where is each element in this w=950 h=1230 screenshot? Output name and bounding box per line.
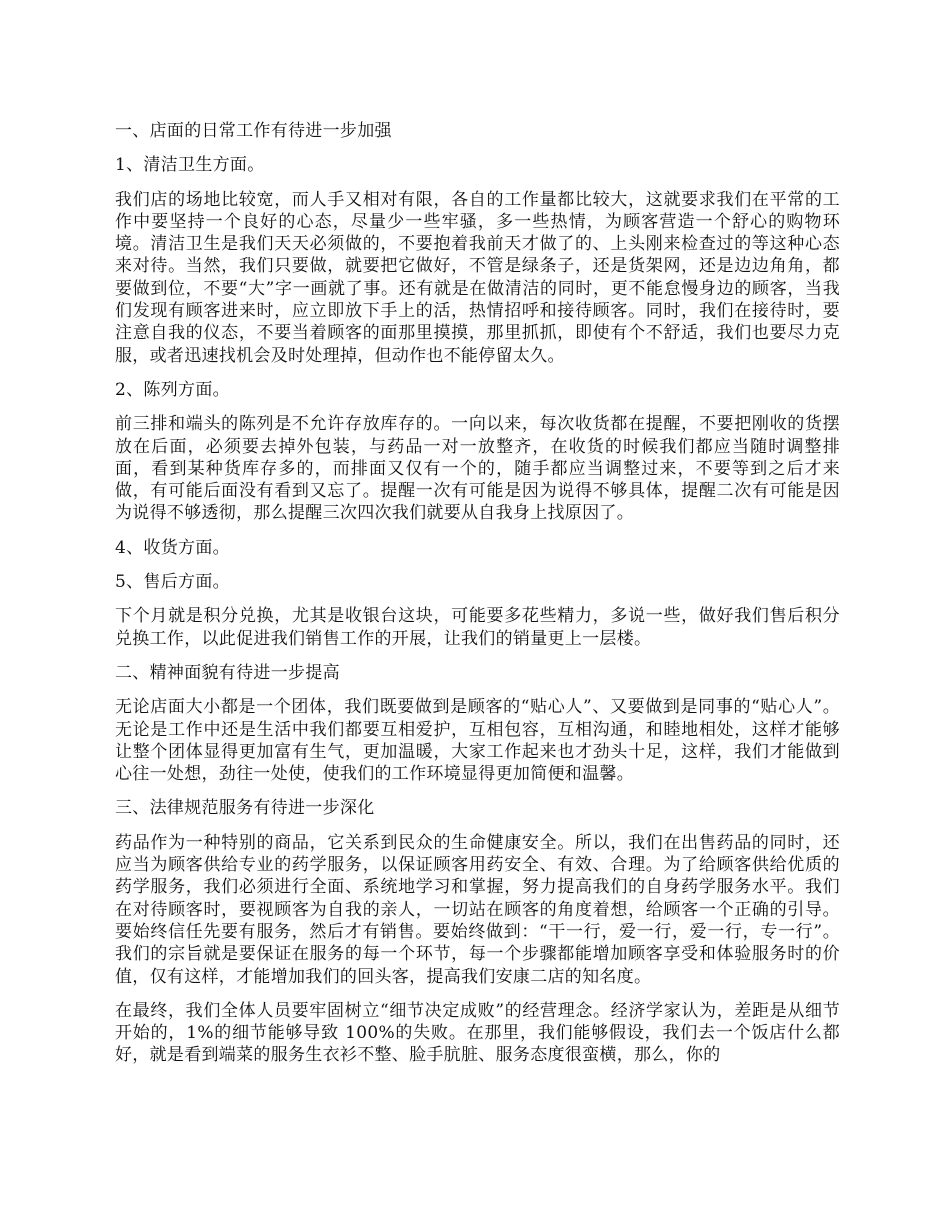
paragraph: 前三排和端头的陈列是不允许存放库存的。一向以来，每次收货都在提醒，不要把刚收的货摆放在后面，必须要去掉外包装，与药品一对一放整齐，在收货的时候我们都应当随时调整排面，看到某种货库存多的，而排面又仅有一个的，随手都应当调整过来，不要等到之后才来做，有可能后面没有看到又忘了。提醒一次有可能是因为说得不够具体，提醒二次有可能是因为说得不够透彻，那么提醒三次四次我们就要从自我身上找原因了。 bbox=[115, 414, 840, 524]
paragraph: 药品作为一种特别的商品，它关系到民众的生命健康安全。所以，我们在出售药品的同时，还应当为顾客供给专业的药学服务，以保证顾客用药安全、有效、合理。为了给顾客供给优质的药学服务，我们必须进行全面、系统地学习和掌握，努力提高我们的自身药学服务水平。我们在对待顾客时，要视顾客为自我的亲人，一切站在顾客的角度着想，给顾客一个正确的引导。要始终信任先要有服务，然后才有销售。要始终做到：“干一行，爱一行，爱一行，专一行”。我们的宗旨就是要保证在服务的每一个环节，每一个步骤都能增加顾客享受和体验服务时的价值，仅有这样，才能增加我们的回头客，提高我们安康二店的知名度。 bbox=[115, 832, 840, 987]
subsection-heading: 5、售后方面。 bbox=[115, 572, 230, 593]
subsection-heading: 2、陈列方面。 bbox=[115, 379, 230, 400]
section-heading: 三、法律规范服务有待进一步深化 bbox=[115, 798, 375, 819]
paragraph: 我们店的场地比较宽，而人手又相对有限，各自的工作量都比较大，这就要求我们在平常的工作中要坚持一个良好的心态，尽量少一些牢骚，多一些热情，为顾客营造一个舒心的购物环境。清洁卫生是我们天天必须做的，不要抱着我前天才做了的、上头刚来检查过的等这种心态来对待。当然，我们只要做，就要把它做好，不管是绿条子，还是货架网，还是边边角角，都要做到位，不要“大”字一画就了事。还有就是在做清洁的同时，更不能怠慢身边的顾客，当我们发现有顾客进来时，应立即放下手上的活，热情招呼和接待顾客。同时，我们在接待时，要注意自我的仪态，不要当着顾客的面那里摸摸，那里抓抓，即使有个不舒适，我们也要尽力克服，或者迅速找机会及时处理掉，但动作也不能停留太久。 bbox=[115, 189, 840, 366]
document-body bbox=[115, 120, 840, 1079]
subsection-heading: 1、清洁卫生方面。 bbox=[115, 155, 265, 176]
paragraph: 在最终，我们全体人员要牢固树立“细节决定成败”的经营理念。经济学家认为，差距是从细节开始的，1%的细节能够导致 100%的失败。在那里，我们能够假设，我们去一个饭店什么都好，就是看到端菜的服务生衣衫不整、脸手肮脏、服务态度很蛮横，那么，你的 bbox=[115, 1000, 840, 1066]
subsection-heading: 4、收货方面。 bbox=[115, 537, 230, 558]
section-heading: 一、店面的日常工作有待进一步加强 bbox=[115, 121, 392, 141]
section-heading: 二、精神面貌有待进一步提高 bbox=[115, 662, 340, 683]
paragraph: 下个月就是积分兑换，尤其是收银台这块，可能要多花些精力，多说一些，做好我们售后积分兑换工作，以此促进我们销售工作的开展，让我们的销量更上一层楼。 bbox=[115, 606, 840, 649]
paragraph: 无论店面大小都是一个团体，我们既要做到是顾客的“贴心人”、又要做到是同事的“贴心人”。无论是工作中还是生活中我们都要互相爱护，互相包容，互相沟通，和睦地相处，这样才能够让整个团体显得更加富有生气，更加温暖，大家工作起来也才劲头十足，这样，我们才能做到心往一处想，劲往一处使，使我们的工作环境显得更加简便和温馨。 bbox=[115, 697, 840, 785]
